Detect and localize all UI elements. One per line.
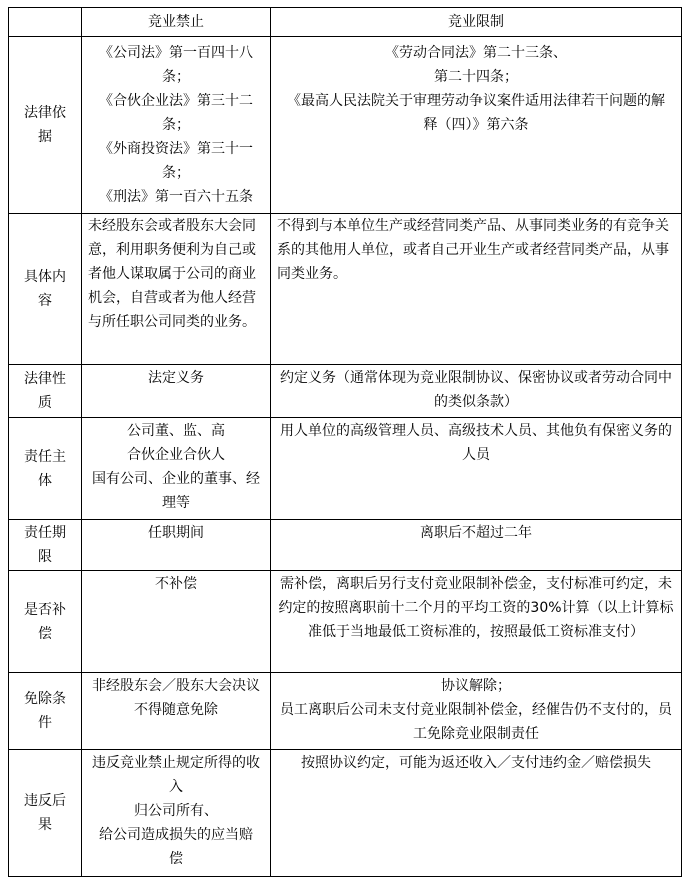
table-row (9, 418, 682, 520)
cell-line: 法定义务 (148, 370, 204, 386)
row-label: 法律性质 (9, 365, 82, 418)
cell-line: 第二十四条； (434, 69, 518, 85)
header-row (9, 8, 682, 37)
cell-line: 违反竞业禁止规定所得的收入 (92, 755, 260, 795)
non-compete-cell (82, 365, 271, 418)
cell-line: 员工离职后公司未支付竞业限制补偿金，经催告仍不支付的，员工免除竞业限制责任 (280, 702, 672, 742)
cell-line: 给公司造成损失的应当赔偿 (99, 827, 253, 867)
non-compete-cell (82, 673, 271, 750)
cell-line: 需补偿，离职后另行支付竞业限制补偿金，支付标准可约定，未约定的按照离职前十二个月的平均工资的30%计算（以上计算标准低于当地最低工资标准的，按照最低工资标准支付） (278, 576, 674, 640)
cell-line: 国有公司、企业的董事、经理等 (92, 471, 260, 511)
row-label: 具体内容 (9, 214, 82, 365)
cell-line: 合伙企业合伙人 (127, 447, 225, 463)
cell-line: 公司董、监、高 (127, 423, 225, 439)
cell-line: 任职期间 (148, 525, 204, 541)
header-corner-cell (9, 8, 82, 37)
restriction-cell (271, 365, 682, 418)
cell-line: 不得随意免除 (134, 702, 218, 718)
cell-line: 《合伙企业法》第三十二条； (99, 93, 253, 133)
restriction-cell (271, 571, 682, 673)
table-row (9, 520, 682, 571)
cell-line: 《劳动合同法》第二十三条、 (385, 45, 567, 61)
table-row (9, 673, 682, 750)
table-row (9, 365, 682, 418)
restriction-cell (271, 750, 682, 877)
cell-line: 不得到与本单位生产或经营同类产品、从事同类业务的有竞争关系的其他用人单位，或者自己开业生产或者经营同类产品，从事同类业务。 (277, 218, 669, 282)
table-row (9, 37, 682, 214)
non-compete-cell (82, 37, 271, 214)
cell-line: 《最高人民法院关于审理劳动争议案件适用法律若干问题的解释（四）》第六条 (287, 93, 665, 133)
non-compete-cell (82, 520, 271, 571)
row-label: 责任期限 (9, 520, 82, 571)
cell-line: 按照协议约定，可能为返还收入／支付违约金／赔偿损失 (301, 755, 651, 771)
restriction-cell (271, 520, 682, 571)
header-non-compete-cell: 竞业禁止 (82, 8, 271, 37)
restriction-cell (271, 37, 682, 214)
non-compete-cell (82, 418, 271, 520)
restriction-cell (271, 673, 682, 750)
cell-line: 离职后不超过二年 (420, 525, 532, 541)
non-compete-cell (82, 571, 271, 673)
row-label: 免除条件 (9, 673, 82, 750)
row-label: 责任主体 (9, 418, 82, 520)
cell-line: 非经股东会／股东大会决议 (92, 678, 260, 694)
cell-line: 《外商投资法》第三十一条； (99, 141, 253, 181)
cell-line: 约定义务（通常体现为竞业限制协议、保密协议或者劳动合同中的类似条款） (280, 370, 672, 410)
non-compete-cell (82, 750, 271, 877)
cell-line: 《公司法》第一百四十八条； (99, 45, 253, 85)
restriction-cell (271, 214, 682, 365)
table-row (9, 571, 682, 673)
table-row (9, 750, 682, 877)
restriction-cell (271, 418, 682, 520)
cell-line: 用人单位的高级管理人员、高级技术人员、其他负有保密义务的人员 (280, 423, 672, 463)
non-compete-cell (82, 214, 271, 365)
header-restriction-cell: 竞业限制 (271, 8, 682, 37)
cell-line: 归公司所有、 (134, 803, 218, 819)
comparison-table (8, 7, 682, 877)
cell-line: 未经股东会或者股东大会同意，利用职务便利为自己或者他人谋取属于公司的商业机会，自营或者为他人经营与所任职公司同类的业务。 (88, 218, 256, 330)
row-label: 是否补偿 (9, 571, 82, 673)
cell-line: 《刑法》第一百六十五条 (99, 189, 253, 205)
row-label: 法律依据 (9, 37, 82, 214)
table-row (9, 214, 682, 365)
row-label: 违反后果 (9, 750, 82, 877)
cell-line: 协议解除； (441, 678, 511, 694)
cell-line: 不补偿 (155, 576, 197, 592)
